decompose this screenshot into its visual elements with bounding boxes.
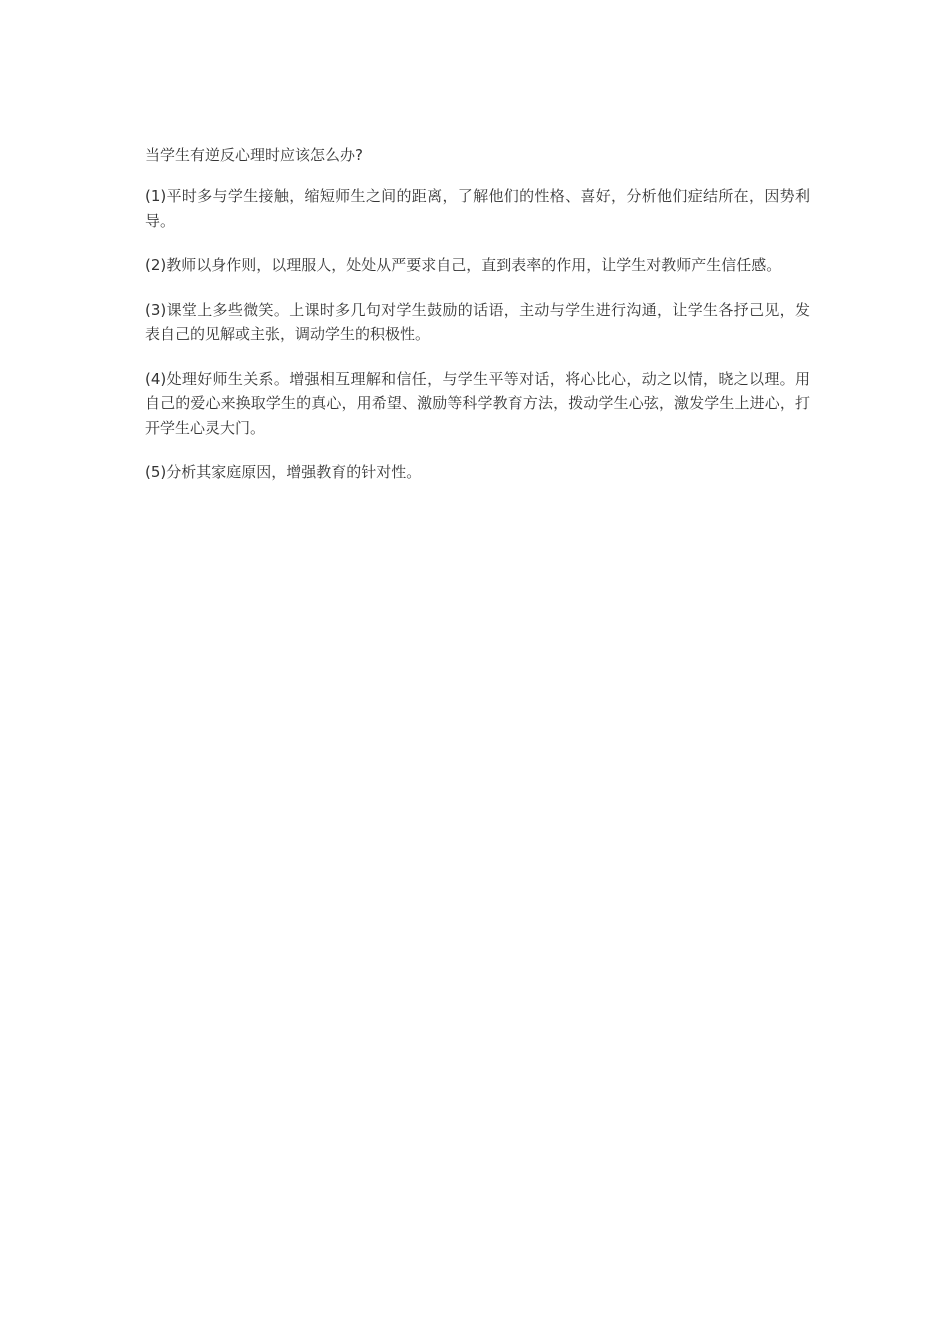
paragraph-4: (4)处理好师生关系。增强相互理解和信任，与学生平等对话，将心比心，动之以情，晓之以理。用自己的爱心来换取学生的真心，用希望、激励等科学教育方法，拨动学生心弦，激发学生上进心，打开学生心灵大门。 (145, 369, 810, 437)
paragraph-1: (1)平时多与学生接触，缩短师生之间的距离，了解他们的性格、喜好，分析他们症结所在，因势利导。 (145, 187, 810, 230)
paragraph-5: (5)分析其家庭原因，增强教育的针对性。 (145, 463, 422, 481)
paragraph-3: (3)课堂上多些微笑。上课时多几句对学生鼓励的话语，主动与学生进行沟通，让学生各抒己见，发表自己的见解或主张，调动学生的积极性。 (145, 300, 810, 343)
document-title: 当学生有逆反心理时应该怎么办? (145, 146, 363, 164)
paragraph-2: (2)教师以身作则，以理服人，处处从严要求自己，直到表率的作用，让学生对教师产生信任感。 (145, 256, 782, 274)
document-body (145, 143, 810, 505)
